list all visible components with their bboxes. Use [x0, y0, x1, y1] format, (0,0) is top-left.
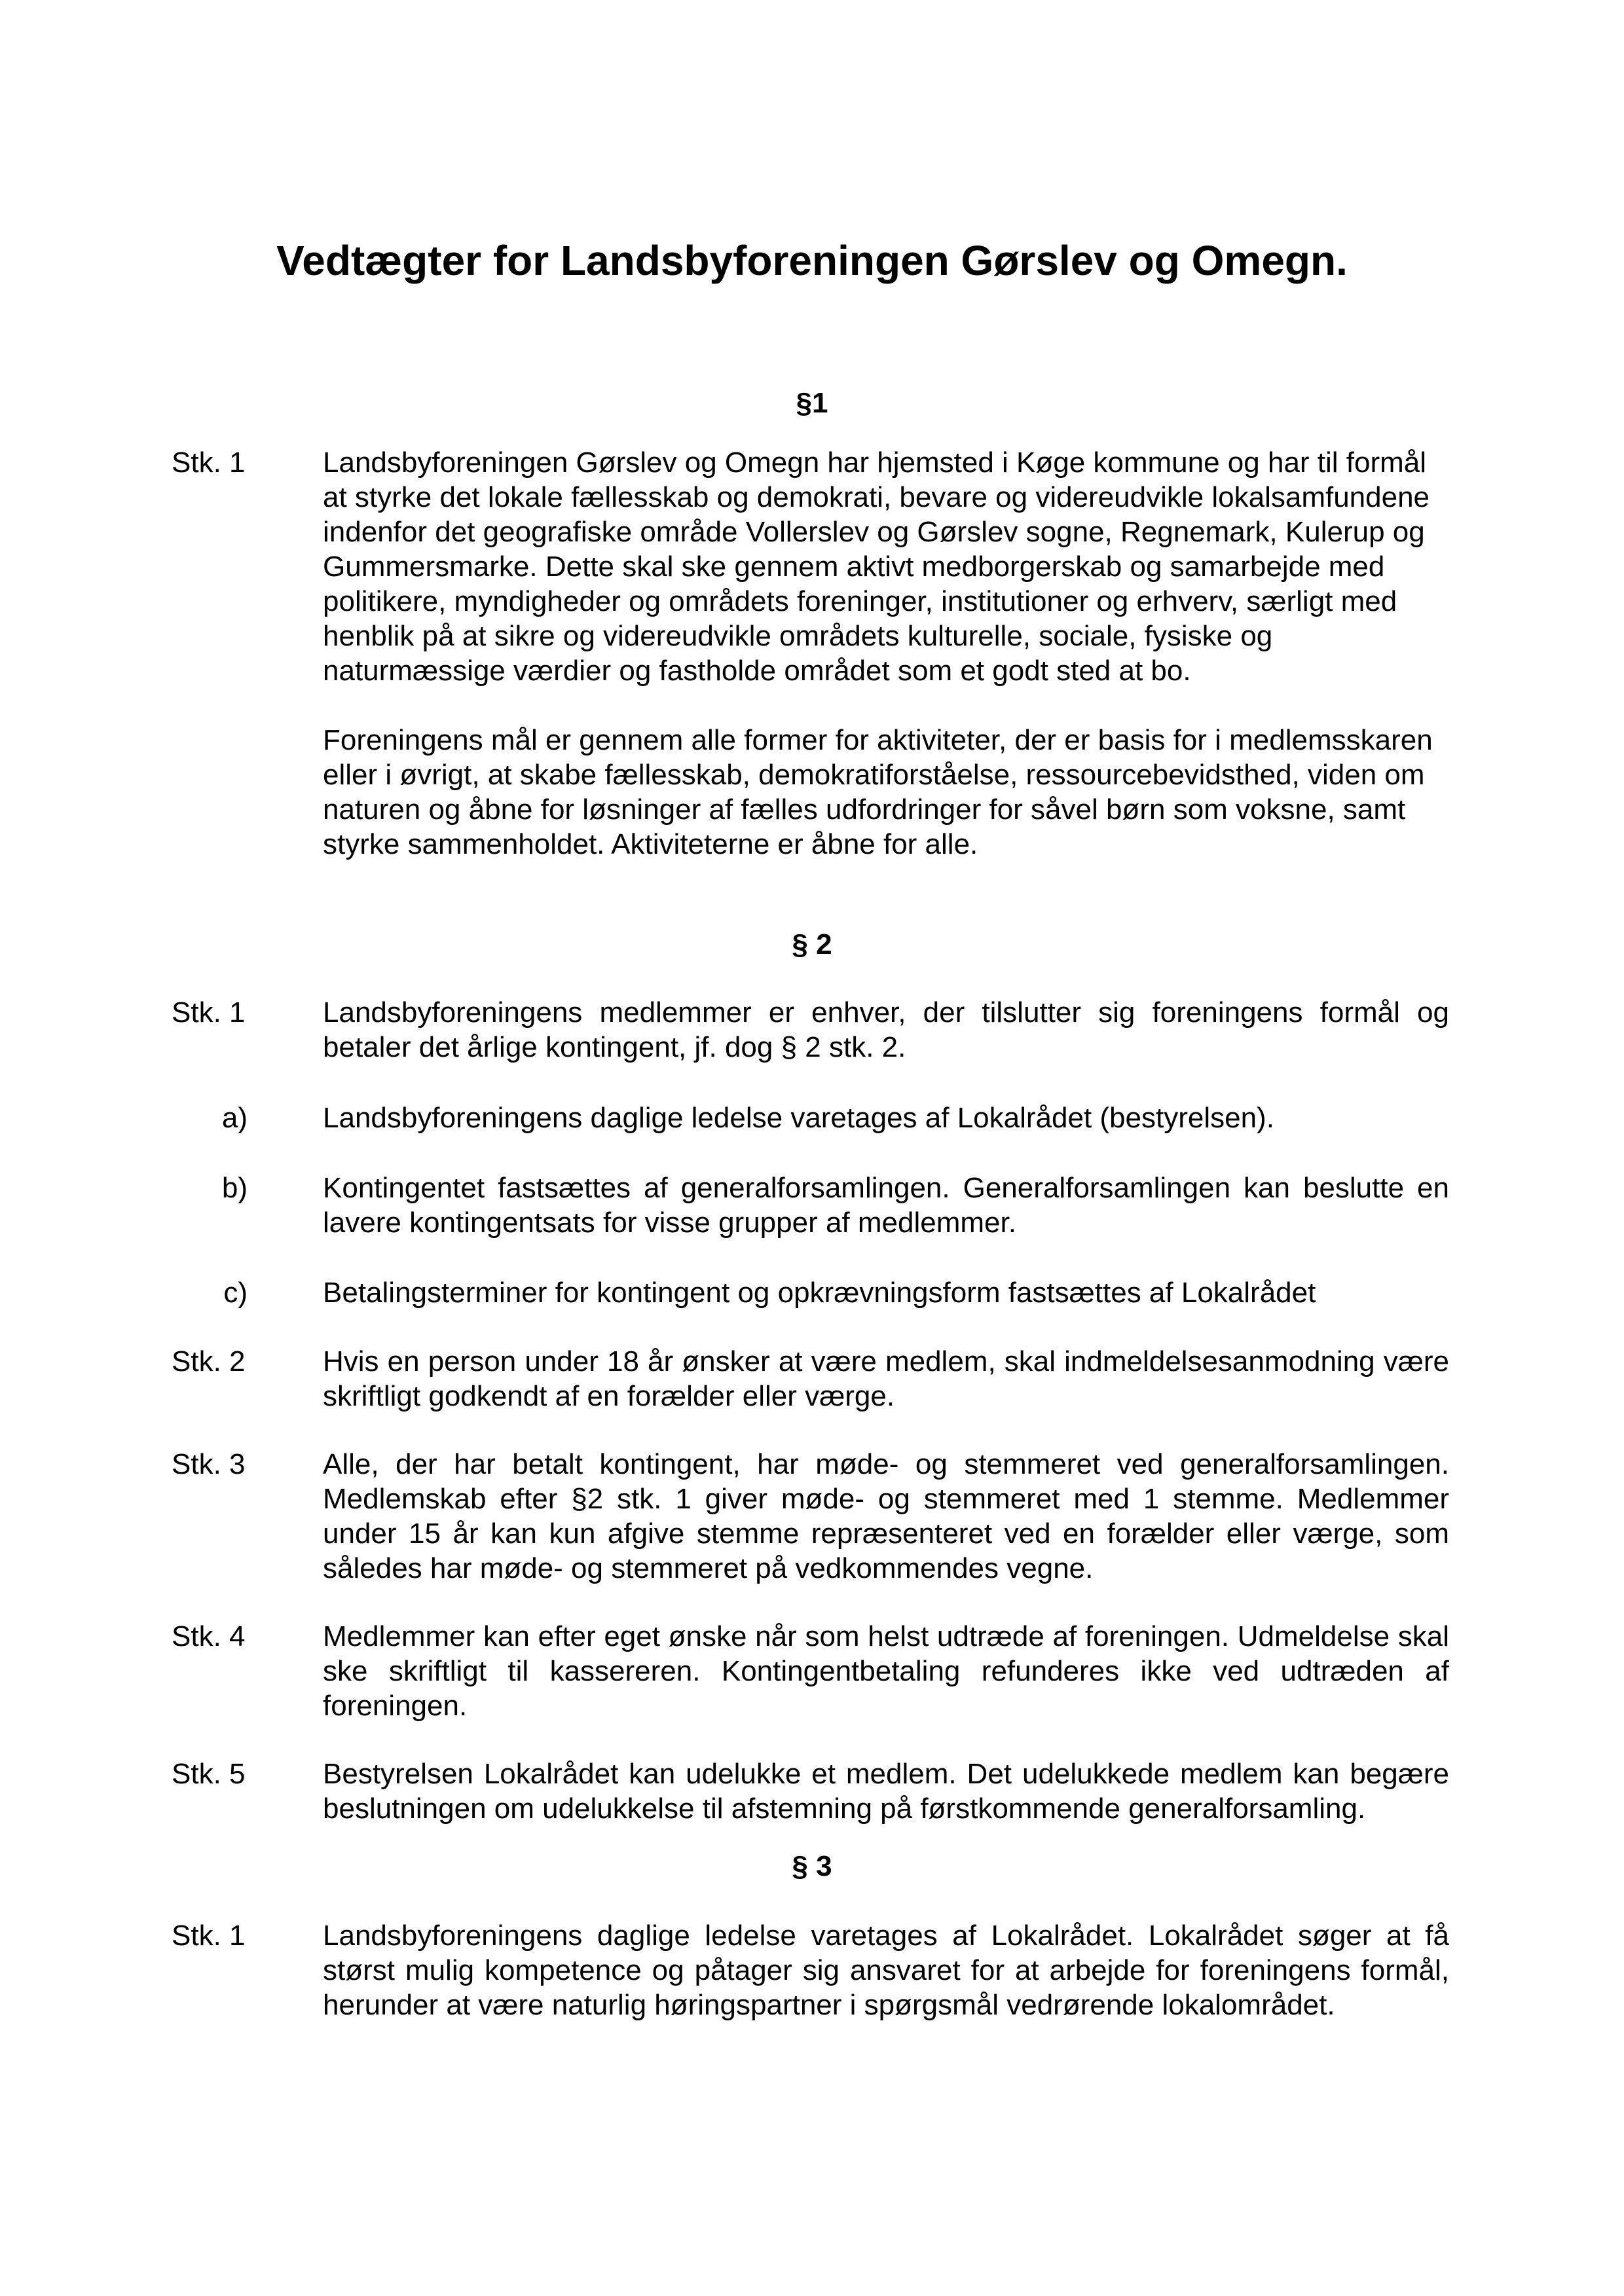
clause-label: Stk. 3: [172, 1448, 246, 1480]
section-heading-1: §1: [796, 387, 828, 419]
clause-label: a): [221, 1102, 248, 1134]
paragraph: Foreningens mål er gennem alle former for aktiviteter, der er basis for i medlemsskaren eller i øvrigt, at skabe fællesskab, demokratiforståelse, ressourcebevidsthed, viden om naturen og åbne for løsninger af fælles udfordringer for såvel børn som voksne, samt styrke sammenholdet. Aktiviteterne er åbne for alle.: [323, 724, 1433, 860]
clause-text: Landsbyforeningens medlemmer er enhver, der tilslutter sig foreningens formål og betaler det årlige kontingent, jf. dog § 2 stk. 2.: [323, 996, 1449, 1063]
clause-label: Stk. 5: [172, 1758, 246, 1790]
clause-text: [323, 445, 1449, 862]
clause-text: Betalingsterminer for kontingent og opkrævningsform fastsættes af Lokalrådet: [323, 1277, 1316, 1309]
clause-label: Stk. 4: [172, 1620, 246, 1652]
clause-text: Landsbyforeningens daglige ledelse varetages af Lokalrådet (bestyrelsen).: [323, 1102, 1274, 1134]
clause-label: Stk. 1: [172, 446, 246, 479]
clause-label: Stk. 1: [172, 1920, 246, 1952]
clause-text: Alle, der har betalt kontingent, har møde- og stemmeret ved generalforsamlingen. Medlemskab efter §2 stk. 1 giver møde- og stemmeret med 1 stemme. Medlemmer under 15 år kan kun afgive stemme repræsenteret ved en forælder eller værge, som således har møde- og stemmeret på vedkommendes vegne.: [323, 1448, 1449, 1584]
clause-label: c): [223, 1277, 248, 1309]
clause-text: Hvis en person under 18 år ønsker at være medlem, skal indmeldelsesanmodning være skriftligt godkendt af en forælder eller værge.: [323, 1345, 1449, 1412]
clause-text: Landsbyforeningens daglige ledelse varetages af Lokalrådet. Lokalrådet søger at få størst mulig kompetence og påtager sig ansvaret for at arbejde for foreningens formål, herunder at være naturlig høringspartner i spørgsmål vedrørende lokalområdet.: [323, 1920, 1449, 2021]
paragraph: Landsbyforeningen Gørslev og Omegn har hjemsted i Køge kommune og har til formål at styrke det lokale fællesskab og demokrati, bevare og videreudvikle lokalsamfundene indenfor det geografiske område Vollerslev og Gørslev sogne, Regnemark, Kulerup og Gummersmarke. Dette skal ske gennem aktivt medborgerskab og samarbejde med politikere, myndigheder og områdets foreninger, institutioner og erhverv, særligt med henblik på at sikre og videreudvikle områdets kulturelle, sociale, fysiske og naturmæssige værdier og fastholde området som et godt sted at bo.: [323, 446, 1430, 687]
section-heading-2: § 2: [792, 928, 832, 960]
section-heading-3: § 3: [792, 1850, 832, 1882]
clause-label: Stk. 1: [172, 996, 246, 1029]
clause-text: Medlemmer kan efter eget ønske når som helst udtræde af foreningen. Udmeldelse skal ske skriftligt til kassereren. Kontingentbetaling refunderes ikke ved udtræden af foreningen.: [323, 1620, 1449, 1722]
document-title: Vedtægter for Landsbyforeningen Gørslev og Omegn.: [276, 237, 1348, 284]
clause-label: Stk. 2: [172, 1345, 246, 1377]
clause-label: b): [221, 1172, 248, 1204]
clause-text: Kontingentet fastsættes af generalforsamlingen. Generalforsamlingen kan beslutte en lavere kontingentsats for visse grupper af medlemmer.: [323, 1172, 1449, 1239]
clause-text: Bestyrelsen Lokalrådet kan udelukke et medlem. Det udelukkede medlem kan begære beslutningen om udelukkelse til afstemning på førstkommende generalforsamling.: [323, 1758, 1449, 1825]
